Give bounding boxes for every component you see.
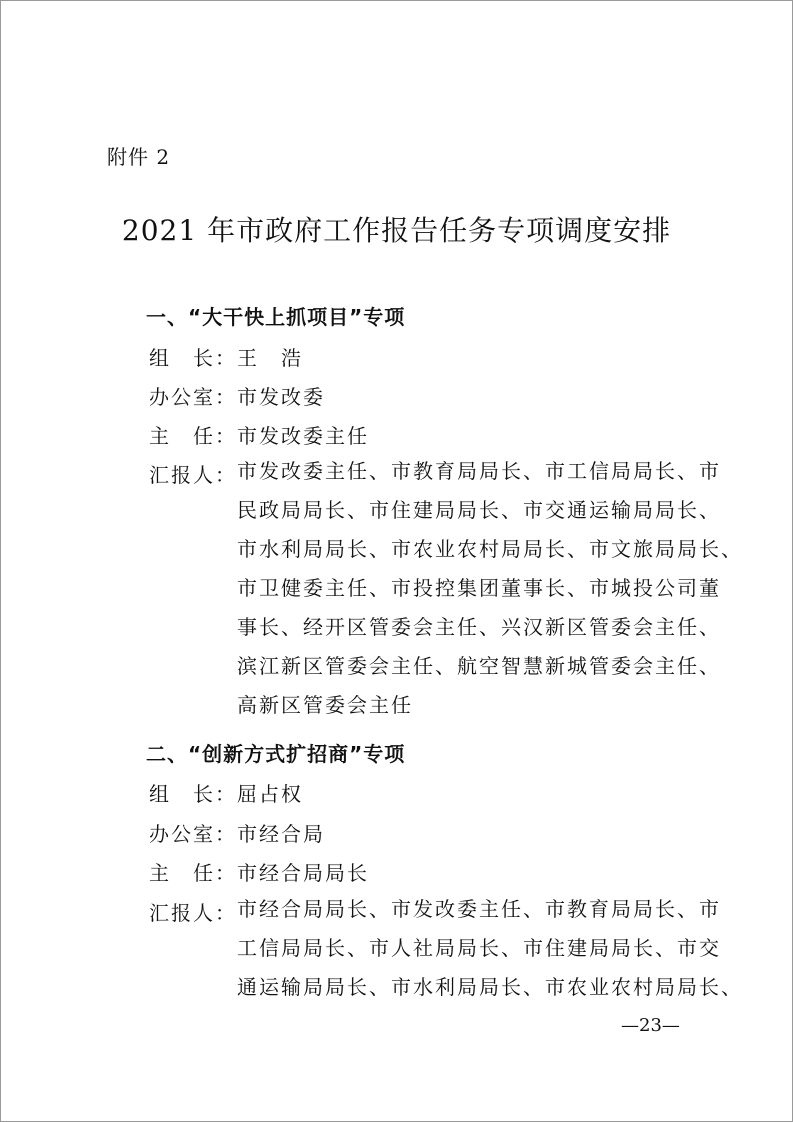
reporters-label: 汇报人：: [149, 463, 237, 487]
director-value: 市经合局局长: [237, 861, 369, 885]
reporters-line: 通运输局局长、市水利局局长、市农业农村局局长、: [237, 975, 743, 999]
section-heading-1: 一、“大干快上抓项目”专项: [146, 305, 406, 329]
reporters-line: 高新区管委会主任: [237, 693, 413, 717]
reporters-line: 市卫健委主任、市投控集团董事长、市城投公司董: [237, 576, 721, 600]
reporters-line: 民政局局长、市住建局局长、市交通运输局局长、: [237, 498, 721, 522]
office-label: 办公室：: [149, 385, 237, 409]
leader-label: 组 长：: [149, 782, 237, 806]
reporters-line: 市经合局局长、市发改委主任、市教育局局长、市: [237, 897, 721, 921]
section-1-reporters-row: [149, 459, 237, 488]
section-2-reporters-list: [237, 890, 743, 1007]
reporters-line: 市水利局局长、市农业农村局局长、市文旅局局长、: [237, 537, 743, 561]
page-number: —23—: [621, 1015, 680, 1036]
section-1-leader-row: [149, 342, 303, 371]
reporters-line: 市发改委主任、市教育局局长、市工信局局长、市: [237, 459, 721, 483]
section-1-director-row: [149, 420, 369, 449]
reporters-label: 汇报人：: [149, 901, 237, 925]
reporters-line: 滨江新区管委会主任、航空智慧新城管委会主任、: [237, 654, 721, 678]
reporters-line: 工信局局长、市人社局局长、市住建局局长、市交: [237, 936, 721, 960]
attachment-label: 附件 2: [107, 145, 171, 169]
director-value: 市发改委主任: [237, 424, 369, 448]
office-value: 市经合局: [237, 822, 325, 846]
office-label: 办公室：: [149, 822, 237, 846]
office-value: 市发改委: [237, 385, 325, 409]
section-2-office-row: [149, 818, 325, 847]
section-heading-2: 二、“创新方式扩招商”专项: [146, 742, 406, 766]
director-label: 主 任：: [149, 424, 237, 448]
leader-value: 屈占权: [237, 782, 303, 806]
reporters-line: 事长、经开区管委会主任、兴汉新区管委会主任、: [237, 615, 721, 639]
section-1-office-row: [149, 381, 325, 410]
section-1-reporters-list: [237, 452, 743, 725]
section-2-leader-row: [149, 778, 303, 807]
director-label: 主 任：: [149, 861, 237, 885]
leader-label: 组 长：: [149, 346, 237, 370]
section-2-reporters-row: [149, 897, 237, 926]
leader-value: 王 浩: [237, 346, 303, 370]
document-title: 2021 年市政府工作报告任务专项调度安排: [121, 214, 672, 247]
section-2-director-row: [149, 857, 369, 886]
